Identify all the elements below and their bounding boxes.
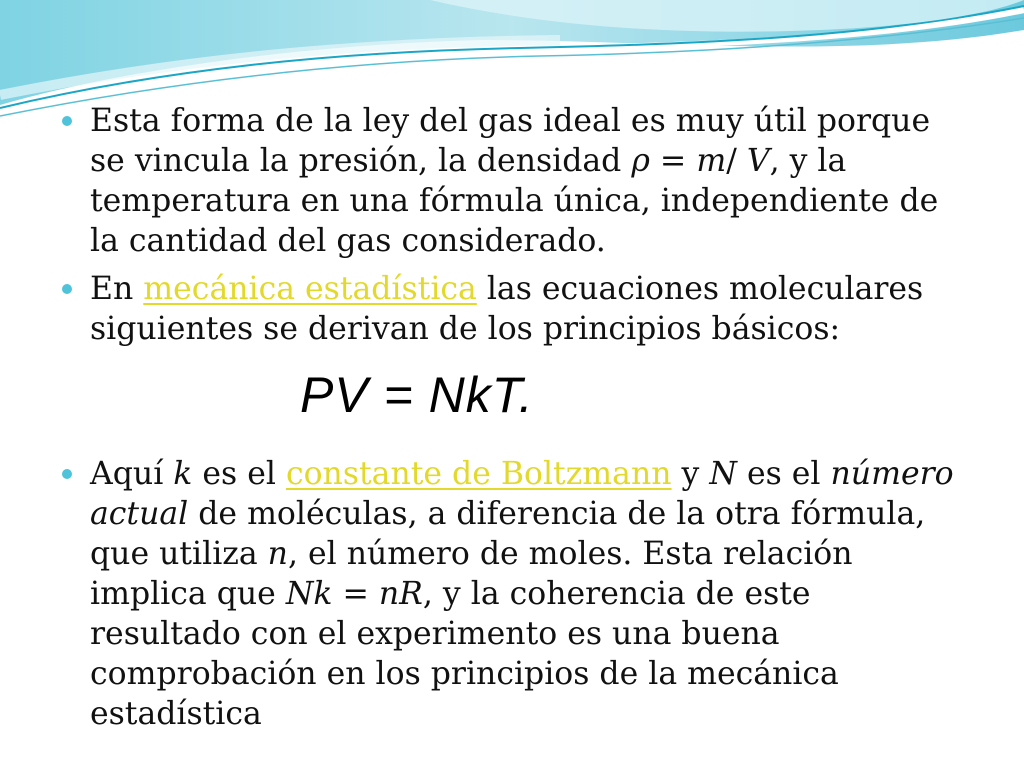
N-symbol: N [709,456,737,492]
bullet-3-part: y [671,456,710,492]
volume-symbol: V [746,143,770,179]
bullet-3-part: = [332,576,379,612]
bullet-1-part: / [726,143,747,179]
bullet-1-text [90,101,970,261]
k-symbol: k [173,456,193,492]
bullet-2-part: En [90,271,144,307]
bullet-3-part: es el [736,456,831,492]
bullet-1-part: , y la temperatura en una fórmula única, independiente de la cantidad del gas considerado. [90,143,939,259]
n-symbol: n [267,536,288,572]
bullet-3-part: Aquí [90,456,174,492]
Nk-symbol: Nk [285,576,333,612]
ideal-gas-equation: PV = NkT. [300,367,534,423]
bullet-2-part: las ecuaciones moleculares siguientes se derivan de los principios básicos: [90,271,924,347]
bullet-3-part: es el [192,456,286,492]
mass-symbol: m [696,143,727,179]
bullet-3-part: , el número de moles. Esta relación implica que [90,536,853,612]
bullet-1-part: Esta forma de la ley del gas ideal es muy útil porque se vincula la presión, la densidad [90,103,931,179]
link-mecanica-estadistica[interactable]: mecánica estadística [143,271,477,307]
bullet-3-text [90,454,970,734]
link-constante-boltzmann[interactable]: constante de Boltzmann [285,456,672,492]
bullet-1-marker [62,116,72,126]
numero-actual-term: número actual [90,456,954,532]
rho-symbol: ρ [631,143,650,179]
bullet-1-part: = [649,143,697,179]
bullet-2-text [90,269,970,349]
nR-symbol: nR [378,576,423,612]
bullet-3-marker [62,469,72,479]
bullet-3-part: , y la coherencia de este resultado con el experimento es una buena comprobación en los principios de la mecánica estadística [90,576,839,732]
bullet-3-part: de moléculas, a diferencia de la otra fórmula, que utiliza [90,496,926,572]
bullet-2-marker [62,284,72,294]
